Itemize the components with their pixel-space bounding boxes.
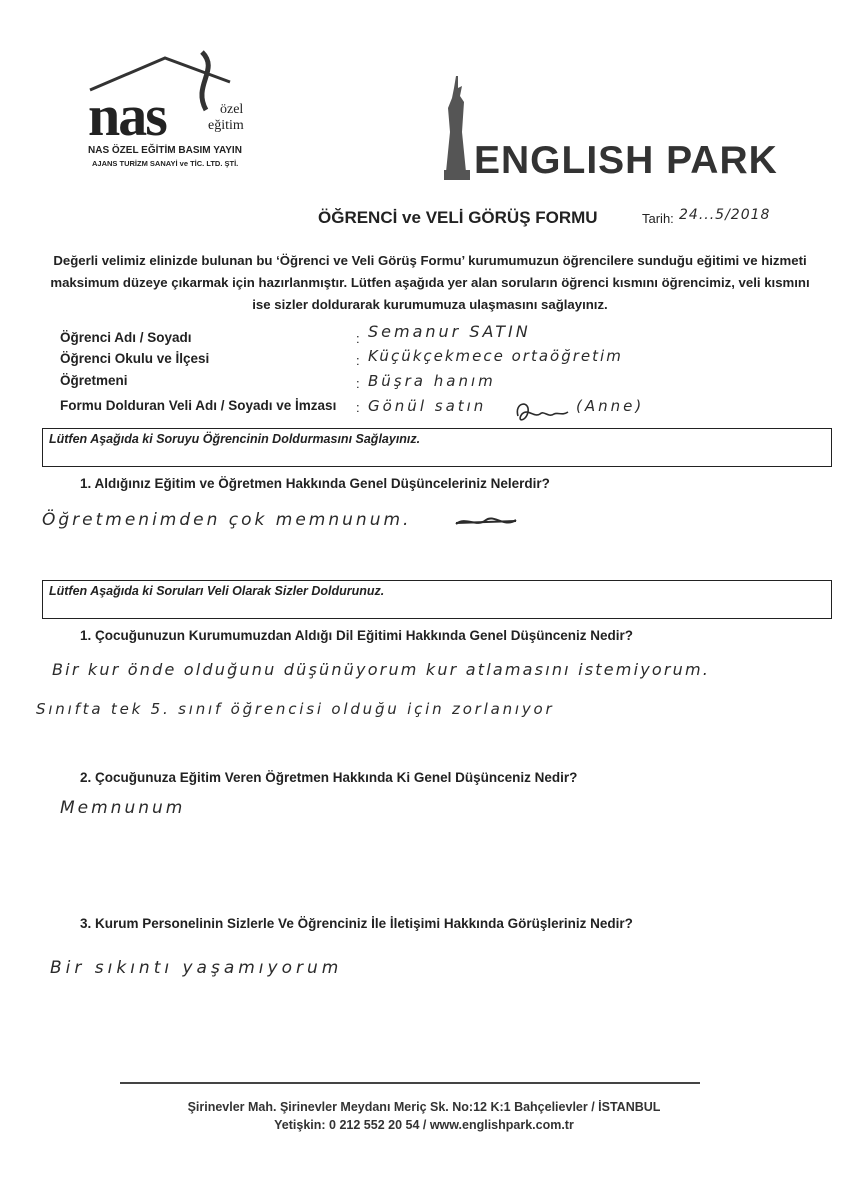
scribble-strikeout bbox=[452, 512, 522, 532]
field-label-school: Öğrenci Okulu ve İlçesi bbox=[60, 351, 210, 366]
student-answer-1: Öğretmenimden çok memnunum. bbox=[42, 510, 412, 530]
parent-name-value: Gönül satın bbox=[368, 397, 487, 415]
nas-logo bbox=[80, 40, 270, 170]
form-title: ÖĞRENCİ ve VELİ GÖRÜŞ FORMU bbox=[318, 208, 598, 227]
signature-note: (Anne) bbox=[576, 397, 645, 415]
footer-address: Şirinevler Mah. Şirinevler Meydanı Meriç Sk. No:12 K:1 Bahçelievler / İSTANBUL bbox=[187, 1100, 661, 1114]
parent-question-2: 2. Çocuğunuza Eğitim Veren Öğretmen Hakkında Ki Genel Düşünceniz Nedir? bbox=[80, 770, 578, 785]
parent-question-3: 3. Kurum Personelinin Sizlerle Ve Öğrenciniz İle İletişimi Hakkında Görüşleriniz Nedir? bbox=[80, 916, 633, 931]
brand-name: ENGLISH PARK bbox=[474, 139, 778, 182]
parent-section-header bbox=[42, 580, 832, 619]
student-question-1: 1. Aldığınız Eğitim ve Öğretmen Hakkında Genel Düşünceleriniz Nelerdir? bbox=[80, 476, 550, 491]
student-name-value: Semanur SATIN bbox=[368, 322, 531, 341]
logo-wordmark: nas bbox=[88, 83, 166, 148]
field-colon: : bbox=[356, 400, 360, 415]
footer-contact: Yetişkin: 0 212 552 20 54 / www.englishpark.com.tr bbox=[274, 1118, 574, 1132]
date-label: Tarih: bbox=[642, 211, 674, 226]
statue-of-liberty-icon bbox=[440, 72, 474, 182]
parent-answer-1-line-2: Sınıfta tek 5. sınıf öğrencisi olduğu için zorlanıyor bbox=[36, 700, 555, 718]
field-colon: : bbox=[356, 376, 360, 391]
intro-line-2: maksimum düzeye çıkarmak için hazırlanmıştır. Lütfen aşağıda yer alan soruların öğrenci kısmını öğrencimiz, veli kısmını bbox=[50, 275, 810, 290]
logo-ozel: özel bbox=[220, 102, 244, 117]
student-section-header bbox=[42, 428, 832, 467]
field-label-teacher: Öğretmeni bbox=[60, 373, 128, 388]
field-colon: : bbox=[356, 353, 360, 368]
field-label-parent: Formu Dolduran Veli Adı / Soyadı ve İmzası bbox=[60, 398, 337, 413]
field-colon: : bbox=[356, 331, 360, 346]
parent-question-1: 1. Çocuğunuzun Kurumumuzdan Aldığı Dil Eğitimi Hakkında Genel Düşünceniz Nedir? bbox=[80, 628, 634, 643]
parent-answer-3: Bir sıkıntı yaşamıyorum bbox=[50, 958, 343, 978]
parent-section-heading: Lütfen Aşağıda ki Soruları Veli Olarak Sizler Doldurunuz. bbox=[49, 584, 385, 598]
logo-company-name: NAS ÖZEL EĞİTİM BASIM YAYIN bbox=[88, 145, 242, 156]
teacher-value: Büşra hanım bbox=[368, 372, 496, 390]
logo-egitim: eğitim bbox=[208, 118, 244, 133]
intro-line-3: ise sizler doldurarak kurumumuza ulaşmasını sağlayınız. bbox=[252, 297, 608, 312]
parent-answer-2: Memnunum bbox=[60, 798, 186, 818]
student-section-heading: Lütfen Aşağıda ki Soruyu Öğrencinin Doldurmasını Sağlayınız. bbox=[49, 432, 421, 446]
footer-divider bbox=[120, 1082, 700, 1084]
date-value: 24...5/2018 bbox=[679, 207, 771, 223]
school-value: Küçükçekmece ortaöğretim bbox=[368, 347, 623, 365]
parent-answer-1-line-1: Bir kur önde olduğunu düşünüyorum kur atlamasını istemiyorum. bbox=[52, 660, 711, 679]
intro-line-1: Değerli velimiz elinizde bulunan bu ‘Öğrenci ve Veli Görüş Formu’ kurumumuzun öğrencilere sunduğu eğitimi ve hizmeti bbox=[53, 253, 807, 268]
signature bbox=[512, 398, 572, 428]
field-label-student-name: Öğrenci Adı / Soyadı bbox=[60, 330, 192, 345]
logo-company-subtitle: AJANS TURİZM SANAYİ ve TİC. LTD. ŞTİ. bbox=[92, 159, 239, 168]
